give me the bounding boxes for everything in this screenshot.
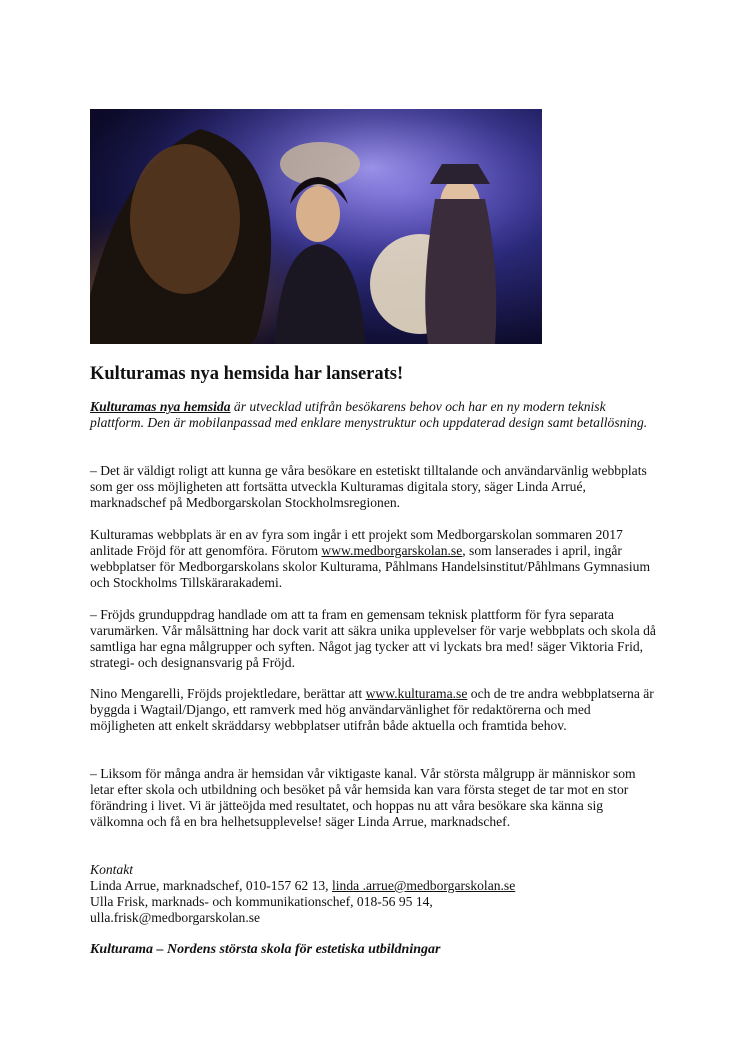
footer-tagline: Kulturama – Nordens största skola för estetiska utbildningar — [90, 942, 441, 957]
contact-heading: Kontakt — [90, 862, 134, 877]
project-paragraph — [90, 527, 656, 591]
quote-paragraph-1 — [90, 463, 656, 511]
quote-paragraph-3 — [90, 766, 656, 830]
contact-line: ulla.frisk@medborgarskolan.se — [90, 909, 261, 925]
quote-paragraph-2 — [90, 607, 656, 671]
hero-photo — [90, 109, 542, 344]
contact-line: Ulla Frisk, marknads- och kommunikationschef, 018-56 95 14, — [90, 893, 433, 909]
email-link[interactable]: linda .arrue@medborgarskolan.se — [331, 877, 516, 893]
kulturama-url-link[interactable]: www.kulturama.se — [365, 686, 468, 701]
lead-text: är utvecklad utifrån besökarens behov och har en ny modern teknisk plattform. Den är mobilanpassad med enklare menystruktur och uppdaterad design samt betallösning. — [90, 399, 648, 430]
platform-paragraph — [90, 686, 656, 734]
paragraph-text: , som lanserades i april, ingår webbplatser för Medborgarskolans skolor Kulturama, Påhlmans Handelsinstitut/Påhlmans Gymnasium och Stockholms Tillskärarakademi. — [90, 542, 651, 590]
paragraph-text: – Det är väldigt roligt att kunna ge våra besökare en estetiskt tilltalande och användarvänlig webbplats som ger oss möjligheten att fortsätta utveckla Kulturamas digitala story, säger Linda Arrué, marknadschef på Medborgarskolan Stockholmsregionen. — [90, 463, 647, 510]
contact-line: Linda Arrue, marknadschef, 010-157 62 13, — [90, 877, 332, 893]
contact-block — [90, 862, 656, 926]
paragraph-text: Nino Mengarelli, Fröjds projektledare, berättar att — [90, 686, 366, 701]
paragraph-text: Kulturamas webbplats är en av fyra som ingår i ett projekt som Medborgarskolan sommaren 2017 anlitade Fröjd för att genomföra. Förutom — [90, 527, 623, 558]
article-headline: Kulturamas nya hemsida har lanserats! — [90, 364, 404, 384]
paragraph-text: – Liksom för många andra är hemsidan vår viktigaste kanal. Vår största målgrupp är människor som letar efter skola och utbildning och besöket på vår hemsida kan vara första steget de tar mot en stor förändring i livet. Vi är jätteöjda med resultatet, och hoppas nu att våra besökare ska känna sig välkomna och få en bra helhetsupplevelse! säger Linda Arrue, marknadschef. — [90, 766, 636, 829]
kulturama-site-link[interactable]: Kulturamas nya hemsida — [90, 399, 231, 414]
paragraph-text: – Fröjds grunduppdrag handlade om att ta fram en gemensam teknisk plattform för fyra separata varumärken. Vår målsättning har dock varit att säkra unika upplevelser för varje webbplats och skola då samtliga har egna målgrupper och syften. Något jag tycker att vi lyckats bra med! säger Viktoria Frid, strategi- och designansvarig på Fröjd. — [90, 607, 656, 670]
medborgarskolan-link[interactable]: www.medborgarskolan.se — [321, 542, 463, 558]
lead-paragraph — [90, 399, 656, 431]
paragraph-text: och de tre andra webbplatserna är byggda i Wagtail/Django, ett ramverk med hög användarvänlighet för redaktörerna och med möjligheten att enkelt skräddarsy webbplatser utifrån både aktuella och framtida behov. — [90, 686, 654, 733]
